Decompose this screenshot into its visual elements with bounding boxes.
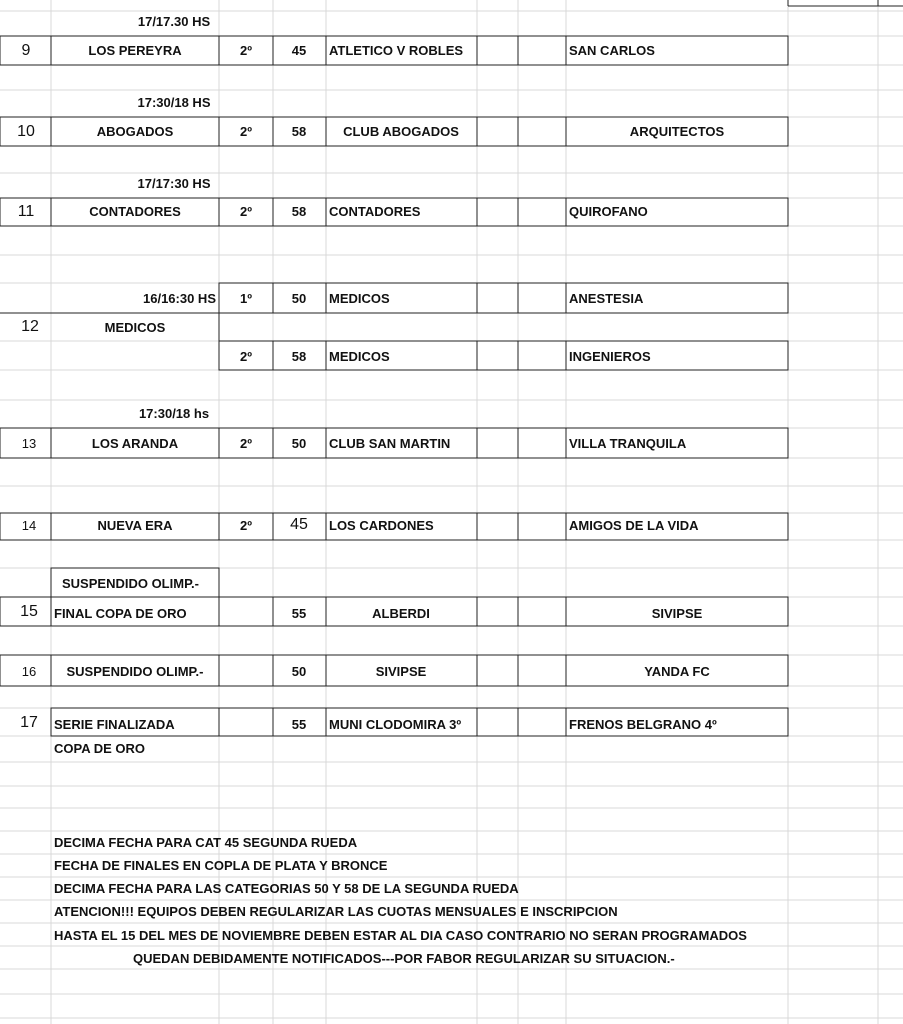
row-17-home-team: MUNI CLODOMIRA 3º xyxy=(329,717,462,732)
note-line-2: FECHA DE FINALES EN COPLA DE PLATA Y BRONCE xyxy=(54,858,388,873)
row-12-match2-category: 58 xyxy=(291,349,307,364)
row-15-category: 55 xyxy=(291,606,307,621)
row-17-note: COPA DE ORO xyxy=(54,741,146,756)
row-12-match1-away-team: ANESTESIA xyxy=(569,291,644,306)
row-16-club: SUSPENDIDO OLIMP.- xyxy=(66,664,204,679)
row-13-number: 13 xyxy=(21,436,37,451)
row-15-away-team: SIVIPSE xyxy=(651,606,703,621)
row-9-away-team: SAN CARLOS xyxy=(569,43,655,58)
row-12-match1-home-team: MEDICOS xyxy=(329,291,390,306)
row-16-number: 16 xyxy=(21,664,37,679)
row-12-match1-division: 1º xyxy=(240,291,252,306)
row-12-time: 16/16:30 HS xyxy=(143,291,216,306)
row-11-time: 17/17:30 HS xyxy=(137,176,211,191)
row-9-category: 45 xyxy=(291,43,307,58)
row-11-category: 58 xyxy=(291,204,307,219)
row-17-number: 17 xyxy=(20,714,38,731)
row-13-club: LOS ARANDA xyxy=(91,436,179,451)
row-17-away-team: FRENOS BELGRANO 4º xyxy=(569,717,717,732)
row-10-club: ABOGADOS xyxy=(96,124,174,139)
row-9-division: 2º xyxy=(240,43,252,58)
row-11-club: CONTADORES xyxy=(89,204,181,219)
row-14-number: 14 xyxy=(21,518,37,533)
row-15-home-team: ALBERDI xyxy=(372,606,430,621)
row-12-number: 12 xyxy=(21,318,39,335)
row-13-category: 50 xyxy=(291,436,307,451)
row-9-number: 9 xyxy=(21,42,31,59)
row-11-number: 11 xyxy=(17,203,35,220)
row-13-division: 2º xyxy=(240,436,252,451)
row-12-match2-home-team: MEDICOS xyxy=(329,349,390,364)
row-10-home-team: CLUB ABOGADOS xyxy=(343,124,459,139)
row-11-home-team: CONTADORES xyxy=(329,204,421,219)
note-line-4: ATENCION!!! EQUIPOS DEBEN REGULARIZAR LAS CUOTAS MENSUALES E INSCRIPCION xyxy=(54,904,618,919)
row-15-club: FINAL COPA DE ORO xyxy=(54,606,187,621)
row-16-home-team: SIVIPSE xyxy=(375,664,427,679)
note-line-3: DECIMA FECHA PARA LAS CATEGORIAS 50 Y 58 DE LA SEGUNDA RUEDA xyxy=(54,881,519,896)
row-15-number: 15 xyxy=(20,603,38,620)
row-14-home-team: LOS CARDONES xyxy=(329,518,434,533)
row-12-match2-away-team: INGENIEROS xyxy=(569,349,651,364)
row-17-club: SERIE FINALIZADA xyxy=(54,717,175,732)
note-line-6: QUEDAN DEBIDAMENTE NOTIFICADOS---POR FABOR REGULARIZAR SU SITUACION.- xyxy=(133,951,675,966)
note-line-5: HASTA EL 15 DEL MES DE NOVIEMBRE DEBEN ESTAR AL DIA CASO CONTRARIO NO SERAN PROGRAMADOS xyxy=(54,928,747,943)
row-12-match2-division: 2º xyxy=(240,349,252,364)
row-16-category: 50 xyxy=(291,664,307,679)
row-12-match1-category: 50 xyxy=(291,291,307,306)
row-10-time: 17:30/18 HS xyxy=(137,95,211,110)
row-14-division: 2º xyxy=(240,518,252,533)
row-15-note: SUSPENDIDO OLIMP.- xyxy=(62,576,200,591)
row-10-category: 58 xyxy=(291,124,307,139)
row-10-away-team: ARQUITECTOS xyxy=(629,124,725,139)
row-9-club: LOS PEREYRA xyxy=(88,43,182,58)
row-14-away-team: AMIGOS DE LA VIDA xyxy=(569,518,699,533)
row-13-home-team: CLUB SAN MARTIN xyxy=(329,436,451,451)
row-10-division: 2º xyxy=(240,124,252,139)
row-10-number: 10 xyxy=(17,123,35,140)
row-16-away-team: YANDA FC xyxy=(644,664,710,679)
row-14-club: NUEVA ERA xyxy=(97,518,173,533)
row-9-home-team: ATLETICO V ROBLES xyxy=(329,43,464,58)
row-13-away-team: VILLA TRANQUILA xyxy=(569,436,687,451)
row-11-division: 2º xyxy=(240,204,252,219)
row-13-time: 17:30/18 hs xyxy=(138,406,210,421)
row-12-club: MEDICOS xyxy=(104,320,166,335)
row-11-away-team: QUIROFANO xyxy=(569,204,648,219)
row-9-time: 17/17.30 HS xyxy=(137,14,211,29)
row-14-category: 45 xyxy=(290,516,308,533)
note-line-1: DECIMA FECHA PARA CAT 45 SEGUNDA RUEDA xyxy=(54,835,358,850)
row-17-category: 55 xyxy=(291,717,307,732)
